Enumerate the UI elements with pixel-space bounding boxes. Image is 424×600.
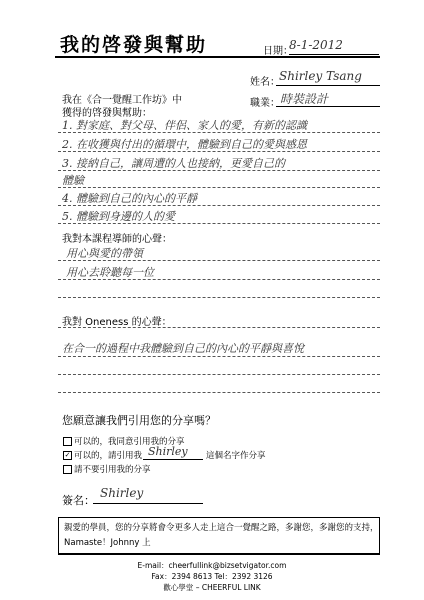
date-line [289,54,379,55]
inspiration-answer-2: 2. 在收獲與付出的循環中，體驗到自己的愛與感恩 [62,138,307,151]
contact-phone: Fax：2394 8613 Tel：2392 3126 [151,572,273,581]
consent-option-3-label: 請不要引用我的分享 [74,465,151,475]
feedback-answer-2: 用心去聆聽每一位 [66,266,154,279]
answer-line [58,374,380,375]
contact-org: 歡心學堂 – CHEERFUL LINK [163,583,261,592]
footer-note-line-1: 親愛的學員，您的分享將會令更多人走上這合一覺醒之路，多謝您，多謝您的支持， [64,523,379,533]
oneness-answer: 在合一的過程中我體驗到自己的內心的平靜與喜悅 [62,342,304,355]
consent-checkbox-name[interactable]: ✓ [64,451,71,459]
job-label: 職業： [250,98,280,109]
answer-line [58,279,380,280]
answer-line [58,260,380,261]
consent-name-line [143,459,203,460]
workshop-in-label: 我在《合一覺醒工作坊》中 [62,95,182,106]
signature-label: 簽名： [62,494,95,507]
name-value: Shirley Tsang [279,69,362,83]
consent-option-2-name: Shirley [148,445,188,458]
inspiration-answer-1: 1. 對家庭、對父母、伴侶、家人的愛，有新的認識 [62,119,307,132]
consent-option-2-suffix: 這個名字作分享 [206,451,266,461]
signature-line [93,503,203,504]
footer-note-line-2: Namaste！Johnny 上 [64,538,151,548]
answer-line [58,170,380,171]
consent-option-1-label: 可以的，我同意引用我的分享 [74,437,185,447]
answer-line [58,205,380,206]
feedback-answer-1: 用心與愛的帶領 [66,247,143,260]
answer-line [58,356,380,357]
feedback-label: 我對本課程導師的心聲： [62,234,172,245]
consent-option-2-label: 可以的，請引用我 [74,451,143,461]
consent-checkbox-decline[interactable] [63,465,72,474]
inspiration-answer-4: 4. 體驗到自己的內心的平靜 [62,192,197,205]
title-divider [55,56,380,58]
date-value: 8-1-2012 [289,38,343,52]
answer-line [58,297,380,298]
name-line [276,85,380,86]
consent-checkbox-agree[interactable] [63,437,72,446]
inspiration-answer-5: 5. 體驗到身邊的人的愛 [62,210,175,223]
inspiration-label: 獲得的啓發與幫助： [62,108,152,119]
answer-line [58,187,380,188]
answer-line [58,223,380,224]
job-value: 時裝設計 [280,92,329,106]
inspiration-answer-3: 3. 接納自己，讓周遭的人也接納，更愛自己的 [62,157,285,170]
answer-line [58,151,380,152]
date-label: 日期： [263,46,293,57]
contact-email: E-mail：cheerfullink@bizsetvigator.com [137,561,287,570]
form-title: 我的啓發與幫助 [60,34,208,56]
answer-line [58,392,380,393]
consent-question: 您願意讓我們引用您的分享嗎？ [62,414,216,427]
inspiration-answer-3-cont: 體驗 [62,174,84,187]
job-line [276,106,380,107]
signature-value: Shirley [100,486,144,500]
oneness-label: 我對 Oneness 的心聲： [62,317,172,328]
answer-line [58,132,380,133]
name-label: 姓名： [250,77,280,88]
answer-line [58,327,380,328]
